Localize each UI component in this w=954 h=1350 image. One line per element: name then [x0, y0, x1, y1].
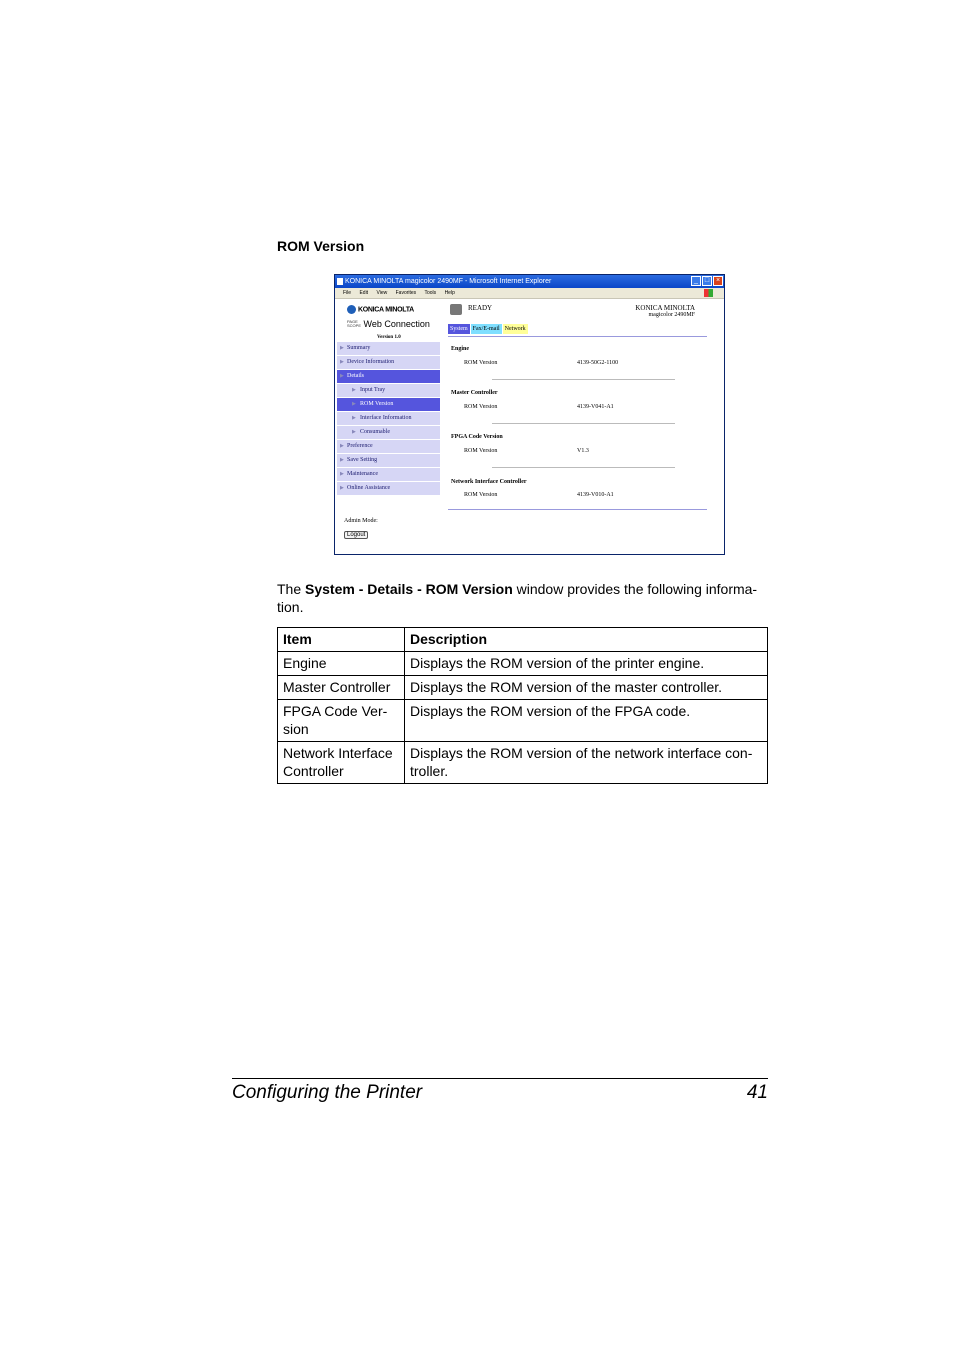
globe-icon: [347, 305, 356, 314]
section-title: Network Interface Controller: [451, 479, 527, 485]
sidebar-item[interactable]: [337, 398, 440, 411]
sidebar-item-label: Summary: [347, 345, 371, 351]
arrow-icon: ▶: [340, 346, 344, 351]
sidebar-item[interactable]: [337, 356, 440, 369]
cell-item: Engine: [278, 652, 405, 676]
table-header-row: [278, 628, 768, 652]
divider: [448, 509, 707, 510]
menu-favorites[interactable]: Favorites: [395, 290, 417, 296]
konica-logo: KONICA MINOLTA: [347, 305, 414, 314]
table-row: [278, 676, 768, 700]
sidebar-item-label: Consumable: [360, 429, 390, 435]
row-value: 4139-V010-A1: [577, 492, 614, 498]
description-table: [277, 627, 768, 784]
pagescope-icon: PAGE SCOPE: [347, 319, 362, 329]
logout-button[interactable]: Logout: [344, 531, 368, 539]
menu-help[interactable]: Help: [444, 290, 455, 296]
cell-description: Displays the ROM version of the printer engine.: [405, 652, 768, 676]
cell-item: FPGA Code Ver-sion: [278, 700, 405, 742]
sidebar-item[interactable]: [337, 370, 440, 383]
arrow-icon: ▶: [340, 472, 344, 477]
sidebar-item-label: Details: [347, 373, 364, 379]
menu-file[interactable]: File: [343, 290, 352, 296]
row-label: ROM Version: [464, 404, 498, 410]
divider: [492, 467, 675, 468]
table-header-description: Description: [405, 628, 768, 652]
sidebar-item[interactable]: [337, 440, 440, 453]
windows-flag-icon: [704, 289, 713, 297]
bold-path: System - Details - ROM Version: [305, 581, 513, 597]
menu-bar: [335, 288, 724, 299]
sidebar-item-label: Input Tray: [360, 387, 386, 393]
arrow-icon: ▶: [352, 402, 356, 407]
table-row: [278, 700, 768, 742]
sidebar-item[interactable]: [337, 468, 440, 481]
tab-system[interactable]: System: [450, 326, 468, 332]
section-title: Master Controller: [451, 390, 498, 396]
sidebar-item[interactable]: [337, 342, 440, 355]
menu-view[interactable]: View: [376, 290, 388, 296]
arrow-icon: ▶: [340, 360, 344, 365]
row-value: 4139-50G2-1100: [577, 360, 619, 366]
row-label: ROM Version: [464, 360, 498, 366]
divider: [448, 336, 707, 337]
cell-item: Master Controller: [278, 676, 405, 700]
table-row: [278, 652, 768, 676]
sidebar-item[interactable]: [337, 412, 440, 425]
row-label: ROM Version: [464, 448, 498, 454]
sidebar-nav: [337, 342, 440, 496]
ie-icon: [337, 278, 343, 285]
footer-title: Configuring the Printer: [232, 1082, 423, 1103]
sidebar-item-label: Interface Information: [360, 415, 412, 421]
page-number: 41: [746, 1082, 768, 1103]
row-value: 4139-V041-A1: [577, 404, 614, 410]
table-header-item: Item: [278, 628, 405, 652]
sidebar-item[interactable]: [337, 482, 440, 495]
intro-paragraph: The System - Details - ROM Version window provides the following informa-tion.: [277, 581, 758, 615]
arrow-icon: ▶: [352, 416, 356, 421]
cell-description: Displays the ROM version of the FPGA code.: [405, 700, 768, 742]
arrow-icon: ▶: [340, 458, 344, 463]
sidebar-item-label: Preference: [347, 443, 373, 449]
sidebar-item-label: Save Setting: [347, 457, 378, 463]
window-title: KONICA MINOLTA magicolor 2490MF - Microsoft Internet Explorer: [345, 278, 552, 285]
arrow-icon: ▶: [340, 444, 344, 449]
pagescope-logo: PAGE SCOPE Web Connection: [347, 319, 430, 329]
menu-tools[interactable]: Tools: [424, 290, 437, 296]
divider: [492, 423, 675, 424]
table-row: [278, 742, 768, 784]
maximize-icon[interactable]: □: [702, 276, 712, 286]
sidebar-item[interactable]: [337, 384, 440, 397]
admin-mode-label: Admin Mode:: [344, 518, 378, 524]
tab-fax-email[interactable]: Fax/E-mail: [472, 326, 500, 332]
model-name: magicolor 2490MF: [648, 312, 695, 318]
sidebar-item[interactable]: [337, 454, 440, 467]
sidebar-item-label: Maintenance: [347, 471, 378, 477]
divider: [492, 379, 675, 380]
section-title: FPGA Code Version: [451, 434, 503, 440]
tab-network[interactable]: Network: [504, 326, 526, 332]
sidebar-item[interactable]: [337, 426, 440, 439]
status-text: READY: [468, 304, 493, 312]
row-value: V1.3: [577, 448, 589, 454]
minimize-icon[interactable]: _: [691, 276, 701, 286]
row-label: ROM Version: [464, 492, 498, 498]
section-title: Engine: [451, 346, 470, 352]
arrow-icon: ▶: [340, 374, 344, 379]
close-icon[interactable]: ×: [713, 276, 723, 286]
sidebar-item-label: ROM Version: [360, 401, 394, 407]
sidebar-item-label: Device Information: [347, 359, 395, 365]
window-titlebar: [335, 275, 724, 288]
cell-description: Displays the ROM version of the network interface con-troller.: [405, 742, 768, 784]
menu-edit[interactable]: Edit: [359, 290, 369, 296]
brand-name: KONICA MINOLTA: [635, 304, 695, 312]
browser-screenshot: [334, 274, 725, 555]
printer-icon: [450, 304, 462, 315]
section-heading: ROM Version: [277, 238, 365, 254]
arrow-icon: ▶: [352, 388, 356, 393]
version-label: Version 1.0: [377, 335, 401, 340]
arrow-icon: ▶: [340, 486, 344, 491]
footer-rule: [232, 1078, 768, 1079]
sidebar-item-label: Online Assistance: [347, 485, 391, 491]
arrow-icon: ▶: [352, 430, 356, 435]
cell-description: Displays the ROM version of the master controller.: [405, 676, 768, 700]
cell-item: Network Interface Controller: [278, 742, 405, 784]
